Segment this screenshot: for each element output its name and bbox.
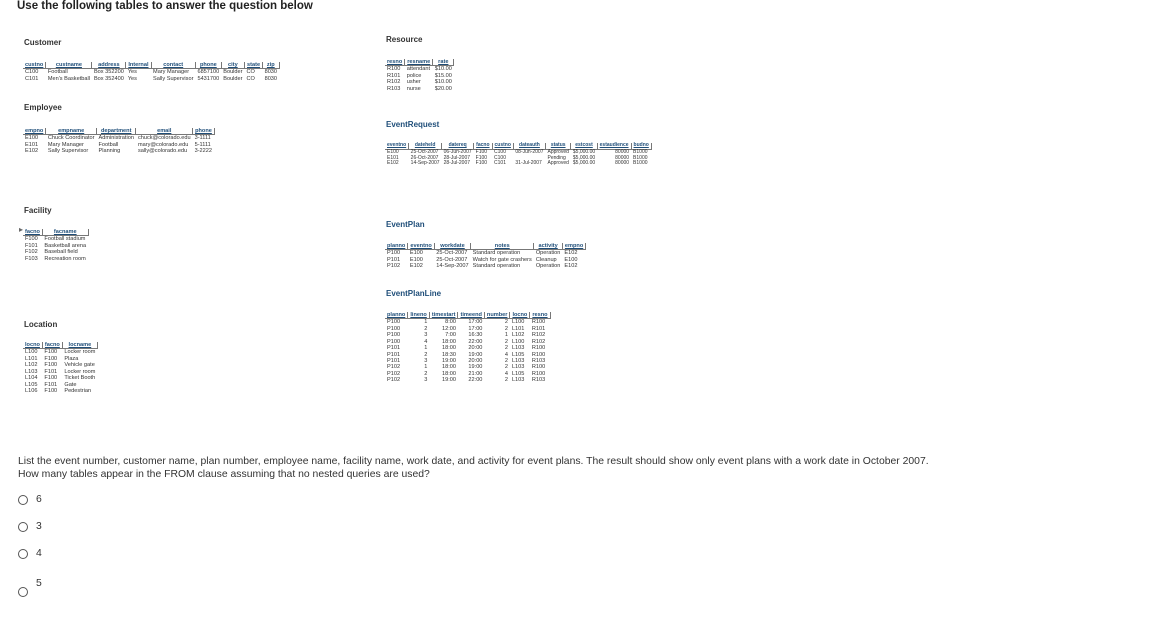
table-row — [385, 377, 550, 383]
table-cell: mary@colorado.edu — [137, 141, 189, 148]
table-cell: B1000 — [633, 154, 648, 161]
radio-button-icon[interactable] — [18, 522, 28, 532]
column-header: dateheld — [409, 143, 442, 149]
table-cell: E101 — [25, 141, 39, 148]
table-cell: R101 — [531, 325, 546, 332]
table-cell: 2 — [504, 338, 508, 345]
table-cell: L105 — [511, 370, 525, 377]
column-header: locno — [23, 342, 42, 349]
column-header: eventno — [408, 243, 434, 250]
column-header: resno — [530, 312, 550, 319]
table-cell: 80000 — [615, 148, 630, 155]
table-cell: 2 — [504, 325, 508, 332]
table-cell: R103 — [387, 85, 401, 92]
table-row — [385, 86, 454, 92]
table-cell: 19:00 — [468, 364, 483, 371]
table-cell: $20.00 — [434, 85, 452, 92]
radio-button-icon[interactable] — [18, 549, 28, 559]
table-cell: $5,000.00 — [572, 160, 596, 167]
table-cell: 25-Oct-2007 — [436, 256, 468, 263]
table-cell: 20:00 — [468, 345, 483, 352]
column-header: estcost — [571, 143, 597, 149]
column-header: facno — [23, 229, 42, 236]
table-cell: L103 — [511, 357, 525, 364]
option-1[interactable] — [18, 494, 42, 505]
table-cell: R100 — [531, 319, 546, 326]
table-cell: C101 — [494, 160, 506, 167]
table-cell: L103 — [511, 377, 525, 384]
table-cell: R103 — [531, 377, 546, 384]
column-header: address — [92, 62, 126, 69]
eventrequest-title: EventRequest — [386, 120, 440, 129]
table-cell: F102 — [25, 249, 38, 256]
table-cell: Ticket Booth — [64, 375, 96, 382]
table-cell: 17:00 — [468, 319, 483, 326]
table-cell: 19:00 — [468, 351, 483, 358]
table-cell: 28-Jul-2007 — [443, 160, 470, 167]
table-cell: 06-Jun-2007 — [443, 148, 472, 155]
table-cell: police — [406, 72, 422, 79]
table-cell: Football — [98, 141, 119, 148]
customer-title: Customer — [24, 38, 62, 47]
table-cell: L105 — [511, 351, 525, 358]
table-row — [23, 236, 88, 243]
table-cell: Standard operation — [472, 263, 521, 270]
column-header: empno — [562, 243, 585, 250]
column-header: rate — [433, 59, 454, 66]
table-cell: F100 — [475, 154, 488, 161]
eventplan-title: EventPlan — [386, 220, 425, 229]
table-cell: 21:00 — [468, 370, 483, 377]
column-header: city — [221, 62, 244, 69]
column-header: locno — [510, 312, 530, 319]
table-cell: Boulder — [223, 75, 243, 82]
table-cell: chuck@colorado.edu — [137, 135, 191, 142]
column-header: estaudience — [597, 143, 631, 149]
column-header: notes — [471, 243, 534, 250]
eventplanline-title: EventPlanLine — [386, 289, 442, 298]
radio-button-icon[interactable] — [18, 587, 28, 597]
column-header: number — [484, 312, 510, 319]
table-cell: 14-Sep-2007 — [410, 160, 440, 167]
table-cell: C101 — [25, 75, 39, 82]
table-cell: R102 — [531, 338, 546, 345]
table-cell: 2 — [504, 364, 508, 371]
table-row — [385, 319, 550, 326]
column-header: workdate — [434, 243, 470, 250]
table-cell: R100 — [387, 66, 401, 73]
table-cell: Cleanup — [535, 256, 557, 263]
table-cell: $15.00 — [434, 72, 452, 79]
table-cell: E101 — [387, 154, 399, 161]
table-cell: P100 — [387, 325, 401, 332]
table-cell: 19:00 — [441, 357, 456, 364]
option-label: 3 — [36, 521, 42, 532]
table-cell: R100 — [531, 345, 546, 352]
option-4[interactable] — [18, 575, 42, 597]
table-cell: L100 — [511, 338, 525, 345]
option-3[interactable] — [18, 548, 42, 559]
employee-title: Employee — [24, 103, 62, 112]
table-cell: L103 — [511, 345, 525, 352]
table-cell: C100 — [494, 148, 506, 155]
table-cell: Standard operation — [472, 250, 521, 257]
column-header: resno — [385, 59, 405, 66]
column-header: lineno — [408, 312, 429, 319]
table-cell: Watch for gate crashers — [472, 256, 532, 263]
table-cell: L101 — [511, 325, 525, 332]
table-cell: 2 — [424, 351, 428, 358]
table-cell: 18:30 — [441, 351, 456, 358]
table-cell: P101 — [387, 351, 401, 358]
table-cell: 8030 — [264, 69, 278, 76]
column-header: department — [96, 128, 135, 135]
table-cell: 4 — [504, 370, 508, 377]
table-cell: 25-Oct-2007 — [410, 148, 439, 155]
page-header: Use the following tables to answer the question below — [17, 0, 313, 12]
table-cell: Locker room — [64, 368, 96, 375]
table-cell: Gate — [64, 381, 77, 388]
table-cell: Yes — [127, 75, 137, 82]
table-cell: Mary Manager — [153, 69, 190, 76]
table-cell: F100 — [44, 355, 58, 362]
location-table — [23, 342, 98, 394]
table-cell: 08-Jun-2007 — [515, 148, 544, 155]
table-cell: Football stadium — [44, 236, 86, 243]
table-cell: 4 — [504, 351, 508, 358]
table-row — [23, 349, 97, 356]
table-cell: F100 — [44, 362, 58, 369]
table-cell: F103 — [25, 255, 38, 262]
table-cell: P100 — [387, 338, 401, 345]
table-cell: P102 — [387, 263, 401, 270]
table-cell: B1000 — [633, 160, 648, 167]
table-cell: 3 — [424, 332, 428, 339]
table-cell: Yes — [127, 69, 137, 76]
table-cell: Pending — [547, 154, 566, 161]
column-header: facname — [42, 229, 88, 236]
table-cell: P102 — [387, 370, 401, 377]
table-cell: L103 — [511, 364, 525, 371]
table-cell: E102 — [409, 263, 423, 270]
table-cell: 19:00 — [441, 377, 456, 384]
table-row — [23, 388, 97, 394]
question-line-1: List the event number, customer name, plan number, employee name, facility name, work date, and activity for event plans. The result should show only event plans with a work date in October 2007. — [18, 456, 929, 467]
table-cell: 22:00 — [468, 338, 483, 345]
table-cell: 14-Sep-2007 — [436, 263, 469, 270]
table-cell: R103 — [531, 357, 546, 364]
table-row — [23, 148, 214, 154]
table-cell: L102 — [511, 332, 525, 339]
table-cell: L100 — [511, 319, 525, 326]
table-cell: 5431700 — [197, 75, 220, 82]
column-header: timeend — [458, 312, 484, 319]
table-cell: F101 — [25, 242, 38, 249]
column-header: planno — [385, 312, 408, 319]
table-cell: $5,000.00 — [572, 154, 596, 161]
column-header: datereq — [442, 143, 474, 149]
column-header: contact — [151, 62, 195, 69]
table-cell: Vehicle gate — [64, 362, 95, 369]
table-cell: Recreation room — [44, 255, 86, 262]
column-header: locname — [62, 342, 97, 349]
table-cell: Administration — [98, 135, 134, 142]
table-cell: P102 — [387, 377, 401, 384]
table-cell: F101 — [44, 368, 58, 375]
table-cell: F100 — [25, 236, 38, 243]
table-cell: L104 — [25, 375, 38, 382]
table-cell: R102 — [387, 79, 401, 86]
table-cell: F100 — [475, 160, 488, 167]
question-text — [18, 455, 1138, 481]
table-cell: F100 — [44, 375, 58, 382]
table-cell: C100 — [25, 69, 39, 76]
table-cell: E102 — [564, 250, 578, 257]
column-header: facno — [474, 143, 492, 149]
column-header: empname — [46, 128, 97, 135]
table-cell: 1 — [504, 332, 508, 339]
table-cell: 7:00 — [445, 332, 456, 339]
table-cell: B1000 — [633, 148, 648, 155]
table-cell: E100 — [409, 250, 423, 257]
table-cell: R100 — [531, 370, 546, 377]
table-cell: 22:00 — [468, 377, 483, 384]
table-cell: 6857100 — [197, 69, 220, 76]
table-cell: 1 — [424, 364, 428, 371]
column-header: planno — [385, 243, 408, 250]
column-header: state — [245, 62, 263, 69]
table-cell: 80000 — [615, 160, 630, 167]
table-cell: Sally Supervisor — [153, 75, 194, 82]
table-row — [23, 69, 279, 76]
table-cell: P101 — [387, 345, 401, 352]
table-cell: Boulder — [223, 69, 243, 76]
table-row — [385, 263, 586, 269]
table-cell: 25-Oct-2007 — [436, 250, 468, 257]
column-header: empno — [23, 128, 46, 135]
table-cell: E100 — [409, 256, 423, 263]
table-cell: Operation — [535, 250, 561, 257]
column-header: phone — [195, 62, 221, 69]
table-row — [385, 250, 586, 257]
table-cell: 18:00 — [441, 338, 456, 345]
column-header: phone — [193, 128, 215, 135]
column-header: custno — [492, 143, 513, 149]
table-cell: $10.00 — [434, 79, 452, 86]
table-cell: 3-2222 — [194, 148, 212, 155]
column-header: email — [136, 128, 193, 135]
option-label: 6 — [36, 494, 42, 505]
table-row — [385, 66, 454, 73]
table-cell: L105 — [25, 381, 38, 388]
table-cell: R101 — [387, 72, 401, 79]
table-cell: 18:00 — [441, 364, 456, 371]
table-cell: F100 — [475, 148, 488, 155]
facility-title: Facility — [24, 206, 52, 215]
table-cell: 8030 — [264, 75, 278, 82]
location-title: Location — [24, 320, 58, 329]
table-cell: $10.00 — [434, 66, 452, 73]
table-cell: 3 — [424, 357, 428, 364]
table-cell: CO — [246, 75, 255, 82]
table-cell: R100 — [531, 351, 546, 358]
table-cell: 17:00 — [468, 325, 483, 332]
column-header: zip — [263, 62, 279, 69]
table-cell: 80000 — [615, 154, 630, 161]
table-cell: 31-Jul-2007 — [515, 160, 542, 167]
table-cell: Chuck Coordinator — [47, 135, 95, 142]
option-label: 5 — [36, 577, 42, 589]
table-cell: Box 352400 — [93, 75, 124, 82]
table-cell: 2 — [504, 377, 508, 384]
table-cell: P102 — [387, 364, 401, 371]
table-cell: 4 — [424, 338, 428, 345]
column-header: timestart — [429, 312, 458, 319]
table-cell: P100 — [387, 250, 401, 257]
table-cell: Basketball arena — [44, 242, 87, 249]
column-header: eventno — [385, 143, 409, 149]
column-header: custno — [23, 62, 46, 69]
facility-table — [23, 229, 89, 262]
table-cell: 12:00 — [441, 325, 456, 332]
table-cell: nurse — [406, 85, 421, 92]
table-cell: Operation — [535, 263, 561, 270]
table-cell: E102 — [25, 148, 39, 155]
table-cell: CO — [246, 69, 255, 76]
table-cell: 1 — [424, 319, 428, 326]
table-cell: Approved — [547, 148, 569, 155]
table-cell: Plaza — [64, 355, 79, 362]
table-cell: Men's Basketball — [47, 75, 90, 82]
cursor-caret-icon: ▸ — [19, 225, 24, 234]
table-cell: 1 — [424, 345, 428, 352]
table-cell: R102 — [531, 332, 546, 339]
table-cell: Pedestrian — [64, 387, 92, 394]
table-cell: 18:00 — [441, 345, 456, 352]
table-cell: attendant — [406, 66, 431, 73]
resource-title: Resource — [386, 35, 423, 44]
option-2[interactable] — [18, 521, 42, 532]
column-header: dateauth — [513, 143, 545, 149]
table-cell: E100 — [25, 135, 39, 142]
table-cell: E100 — [387, 148, 399, 155]
table-row — [385, 161, 651, 167]
table-cell: Locker room — [64, 349, 96, 356]
radio-button-icon[interactable] — [18, 495, 28, 505]
table-cell: 5-1111 — [194, 141, 211, 148]
table-cell: sally@colorado.edu — [137, 148, 188, 155]
column-header: resname — [405, 59, 433, 66]
eventplan-table — [385, 243, 586, 270]
table-cell: 2 — [424, 370, 428, 377]
table-cell: Planning — [98, 148, 121, 155]
column-header: facno — [42, 342, 62, 349]
table-cell: L102 — [25, 362, 38, 369]
column-header: status — [545, 143, 570, 149]
table-cell: 18:00 — [441, 370, 456, 377]
table-cell: Box 352200 — [93, 69, 124, 76]
table-cell: 2 — [504, 319, 508, 326]
resource-table — [385, 59, 454, 92]
table-cell: E102 — [387, 160, 399, 167]
question-line-2: How many tables appear in the FROM clause assuming that no nested queries are used? — [18, 469, 430, 480]
table-cell: F100 — [44, 387, 58, 394]
eventplanline-table — [385, 312, 551, 384]
table-cell: 2 — [504, 357, 508, 364]
table-cell: F100 — [44, 349, 58, 356]
table-cell: usher — [406, 79, 421, 86]
table-cell: L106 — [25, 387, 38, 394]
table-cell: 16:30 — [468, 332, 483, 339]
column-header: activity — [534, 243, 563, 250]
option-label: 4 — [36, 548, 42, 559]
table-cell: L100 — [25, 349, 38, 356]
table-cell: Baseball field — [44, 249, 78, 256]
table-cell: R100 — [531, 364, 546, 371]
table-cell: 20:00 — [468, 357, 483, 364]
table-cell: 3-1111 — [194, 135, 211, 142]
table-cell: 26-Oct-2007 — [410, 154, 439, 161]
table-row — [23, 135, 214, 142]
table-cell: E100 — [564, 256, 578, 263]
table-row — [23, 256, 88, 262]
table-cell: 2 — [504, 345, 508, 352]
table-cell: E102 — [564, 263, 578, 270]
customer-table — [23, 62, 280, 82]
table-cell: $5,000.00 — [572, 148, 596, 155]
employee-table — [23, 128, 215, 155]
table-cell: P100 — [387, 319, 401, 326]
table-cell: P100 — [387, 332, 401, 339]
table-cell: P101 — [387, 357, 401, 364]
table-cell: Football — [47, 69, 68, 76]
table-cell: 3 — [424, 377, 428, 384]
table-cell: C100 — [494, 154, 506, 161]
table-cell: P101 — [387, 256, 401, 263]
eventrequest-table — [385, 143, 652, 167]
table-row — [23, 76, 279, 82]
table-cell: 28-Jul-2007 — [443, 154, 470, 161]
table-row — [385, 79, 454, 85]
table-cell: L103 — [25, 368, 38, 375]
table-cell: 8:00 — [445, 319, 456, 326]
table-cell: 2 — [424, 325, 428, 332]
table-cell: L101 — [25, 355, 38, 362]
column-header: budno — [631, 143, 651, 149]
table-cell: Mary Manager — [47, 141, 84, 148]
table-cell: F101 — [44, 381, 58, 388]
table-cell: Sally Supervisor — [47, 148, 89, 155]
column-header: Internal — [126, 62, 151, 69]
table-cell: Approved — [547, 160, 569, 167]
column-header: custname — [46, 62, 92, 69]
